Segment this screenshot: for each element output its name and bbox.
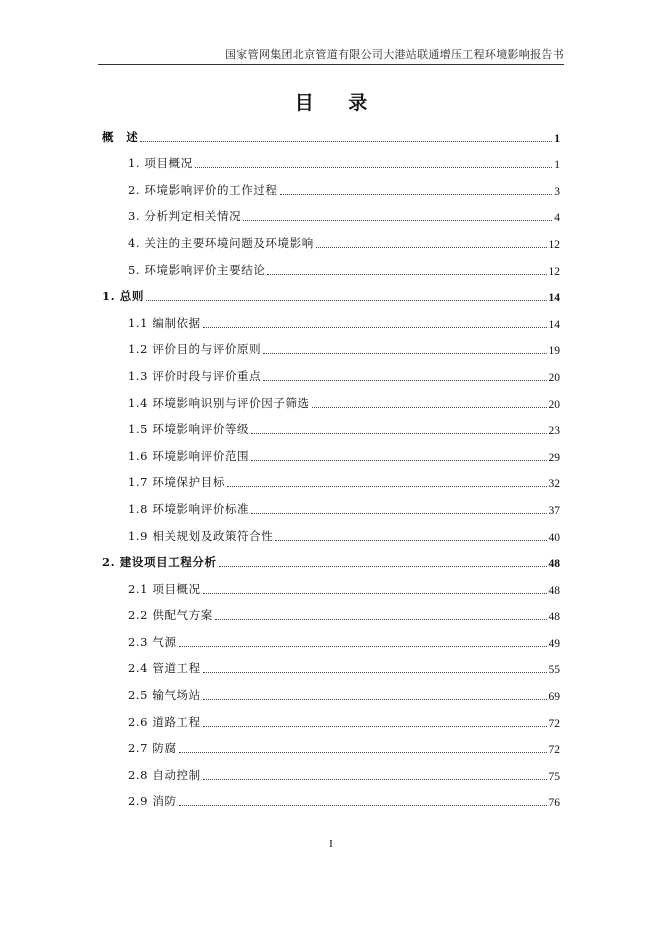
toc-leader-dots bbox=[267, 273, 546, 275]
toc-section-entry[interactable] bbox=[102, 783, 560, 810]
toc-leader-dots bbox=[227, 485, 547, 487]
toc-entry-label: 1. 项目概况 bbox=[128, 156, 193, 171]
toc-leader-dots bbox=[263, 379, 546, 381]
toc-section-entry[interactable] bbox=[102, 490, 560, 517]
toc-section-entry[interactable] bbox=[102, 304, 560, 331]
toc-entry-label: 5. 环境影响评价主要结论 bbox=[128, 262, 266, 277]
toc-leader-dots bbox=[203, 698, 547, 700]
toc-section-entry[interactable] bbox=[102, 357, 560, 384]
table-of-contents bbox=[102, 118, 560, 809]
toc-leader-dots bbox=[146, 299, 546, 301]
toc-entry-label: 2.8 自动控制 bbox=[128, 767, 201, 782]
toc-entry-label: 1.9 相关规划及政策符合性 bbox=[128, 528, 274, 543]
toc-section-entry[interactable] bbox=[102, 145, 560, 172]
toc-section-entry[interactable] bbox=[102, 171, 560, 198]
toc-entry-label: 2.6 道路工程 bbox=[128, 714, 201, 729]
toc-section-entry[interactable] bbox=[102, 730, 560, 757]
toc-section-entry[interactable] bbox=[102, 331, 560, 358]
toc-section-entry[interactable] bbox=[102, 437, 560, 464]
toc-leader-dots bbox=[280, 193, 553, 195]
toc-leader-dots bbox=[251, 512, 546, 514]
toc-entry-page: 72 bbox=[548, 744, 560, 757]
toc-leader-dots bbox=[179, 804, 547, 806]
toc-entry-page: 48 bbox=[548, 558, 560, 571]
toc-entry-page: 40 bbox=[548, 531, 560, 544]
toc-entry-label: 1.5 环境影响评价等级 bbox=[128, 422, 250, 437]
toc-leader-dots bbox=[203, 592, 547, 594]
toc-leader-dots bbox=[195, 166, 552, 168]
toc-entry-page: 12 bbox=[548, 238, 560, 251]
toc-entry-label: 1.1 编制依据 bbox=[128, 315, 201, 330]
toc-entry-label: 2.1 项目概况 bbox=[128, 581, 201, 596]
toc-entry-label: 1.6 环境影响评价范围 bbox=[128, 448, 250, 463]
toc-section-entry[interactable] bbox=[102, 650, 560, 677]
toc-entry-page: 12 bbox=[548, 265, 560, 278]
toc-entry-label: 1.8 环境影响评价标准 bbox=[128, 501, 250, 516]
toc-entry-label: 2.4 管道工程 bbox=[128, 661, 201, 676]
toc-section-entry[interactable] bbox=[102, 198, 560, 225]
toc-entry-label: 2.3 气源 bbox=[128, 634, 177, 649]
toc-entry-label: 2.7 防腐 bbox=[128, 741, 177, 756]
toc-entry-page: 49 bbox=[548, 637, 560, 650]
toc-entry-page: 14 bbox=[548, 318, 560, 331]
toc-leader-dots bbox=[179, 645, 547, 647]
toc-entry-page: 19 bbox=[548, 345, 560, 358]
toc-section-entry[interactable] bbox=[102, 623, 560, 650]
page-header: 国家管网集团北京管道有限公司大港站联通增压工程环境影响报告书 bbox=[225, 48, 564, 61]
toc-entry-label: 1.4 环境影响识别与评价因子筛选 bbox=[128, 395, 310, 410]
toc-entry-label: 3. 分析判定相关情况 bbox=[128, 209, 242, 224]
toc-section-entry[interactable] bbox=[102, 411, 560, 438]
toc-chapter-entry[interactable] bbox=[102, 118, 560, 145]
toc-entry-page: 76 bbox=[548, 797, 560, 810]
toc-entry-page: 1 bbox=[554, 132, 560, 145]
toc-entry-label: 2. 环境影响评价的工作过程 bbox=[128, 182, 278, 197]
toc-entry-page: 20 bbox=[548, 398, 560, 411]
page-number: I bbox=[329, 838, 333, 850]
toc-entry-page: 75 bbox=[548, 770, 560, 783]
toc-leader-dots bbox=[203, 671, 547, 673]
toc-entry-label: 4. 关注的主要环境问题及环境影响 bbox=[128, 235, 314, 250]
toc-leader-dots bbox=[203, 778, 547, 780]
toc-entry-page: 1 bbox=[554, 159, 560, 172]
toc-entry-label: 1.2 评价目的与评价原则 bbox=[128, 342, 262, 357]
toc-entry-page: 48 bbox=[548, 584, 560, 597]
toc-section-entry[interactable] bbox=[102, 464, 560, 491]
toc-entry-page: 29 bbox=[548, 451, 560, 464]
toc-section-entry[interactable] bbox=[102, 251, 560, 278]
toc-leader-dots bbox=[251, 459, 546, 461]
toc-entry-page: 3 bbox=[554, 185, 560, 198]
toc-entry-label: 1.7 环境保护目标 bbox=[128, 475, 225, 490]
toc-entry-page: 4 bbox=[554, 212, 560, 225]
toc-leader-dots bbox=[251, 432, 546, 434]
toc-entry-page: 48 bbox=[548, 611, 560, 624]
toc-leader-dots bbox=[140, 140, 552, 142]
toc-leader-dots bbox=[203, 725, 547, 727]
toc-chapter-entry[interactable] bbox=[102, 544, 560, 571]
toc-section-entry[interactable] bbox=[102, 517, 560, 544]
header-divider bbox=[98, 64, 564, 65]
toc-leader-dots bbox=[219, 565, 547, 567]
toc-chapter-entry[interactable] bbox=[102, 278, 560, 305]
toc-entry-page: 69 bbox=[548, 691, 560, 704]
toc-title: 目 录 bbox=[294, 92, 382, 114]
toc-section-entry[interactable] bbox=[102, 597, 560, 624]
toc-entry-label: 2. 建设项目工程分析 bbox=[102, 555, 217, 570]
toc-section-entry[interactable] bbox=[102, 224, 560, 251]
toc-leader-dots bbox=[263, 352, 546, 354]
toc-entry-label: 2.5 输气场站 bbox=[128, 688, 201, 703]
toc-entry-page: 23 bbox=[548, 425, 560, 438]
toc-leader-dots bbox=[312, 406, 547, 408]
toc-section-entry[interactable] bbox=[102, 570, 560, 597]
toc-entry-label: 1.3 评价时段与评价重点 bbox=[128, 368, 262, 383]
toc-section-entry[interactable] bbox=[102, 676, 560, 703]
toc-entry-page: 20 bbox=[548, 371, 560, 384]
toc-leader-dots bbox=[316, 246, 547, 248]
toc-leader-dots bbox=[215, 618, 547, 620]
toc-entry-page: 37 bbox=[548, 504, 560, 517]
toc-entry-label: 2.2 供配气方案 bbox=[128, 608, 213, 623]
toc-entry-label: 1. 总则 bbox=[102, 289, 145, 304]
toc-leader-dots bbox=[275, 539, 546, 541]
toc-entry-page: 72 bbox=[548, 717, 560, 730]
toc-entry-page: 55 bbox=[548, 664, 560, 677]
toc-entry-page: 14 bbox=[548, 292, 560, 305]
toc-leader-dots bbox=[203, 326, 547, 328]
toc-section-entry[interactable] bbox=[102, 384, 560, 411]
toc-section-entry[interactable] bbox=[102, 703, 560, 730]
toc-leader-dots bbox=[179, 751, 547, 753]
toc-entry-label: 2.9 消防 bbox=[128, 794, 177, 809]
toc-leader-dots bbox=[243, 219, 552, 221]
toc-section-entry[interactable] bbox=[102, 756, 560, 783]
toc-entry-label: 概 述 bbox=[102, 129, 139, 144]
toc-entry-page: 32 bbox=[548, 478, 560, 491]
